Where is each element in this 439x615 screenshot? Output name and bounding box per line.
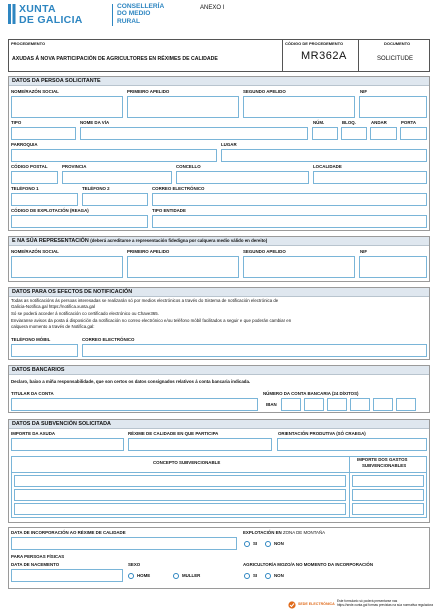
subsidy-concept-field-1[interactable] [14,475,346,487]
applicant-entity-type-label: TIPO ENTIDADE [152,208,186,213]
applicant-parish-label: PARROQUIA [11,142,38,147]
footer-note-line2-wrap [337,604,433,608]
applicant-name-label: NOME/RAZÓN SOCIAL [11,89,59,94]
mountain-zone-prefix: EXPLOTACIÓN EN [243,530,282,535]
young-farmer-yes-radio[interactable] [244,573,250,579]
notification-email-field[interactable] [82,344,427,357]
young-farmer-yes-label: SI [253,573,258,578]
bank-account-field-1[interactable] [304,398,324,411]
applicant-zip-label: CÓDIGO POSTAL [11,164,48,169]
applicant-zip-field[interactable] [11,171,58,184]
mountain-no-radio[interactable] [265,541,271,547]
applicant-reaga-label: CÓDIGO DE EXPLOTACIÓN (REAGA) [11,208,89,213]
footer-note-url[interactable]: https://sede.xunta.gal [337,602,368,607]
subsidy-table-header-divider [11,472,427,473]
applicant-phone1-label: TELÉFONO 1 [11,186,39,191]
bank-holder-label: TITULAR DA CONTA [11,391,54,396]
rep-nif-label: NIF [360,249,368,254]
applicant-street-field[interactable] [80,127,308,140]
sede-electronica-icon [288,601,296,609]
applicant-place-field[interactable] [221,149,427,162]
applicant-floor-field[interactable] [370,127,397,140]
subsidy-orientation-field[interactable] [277,438,427,451]
notification-para2: Só se poderá acceder á notificación co certificado electrónico ou Chave365. [11,311,159,316]
xunta-logo [8,4,108,34]
applicant-type-label: TIPO [11,120,22,125]
document-value: SOLICITUDE [377,56,414,62]
document-label: DOCUMENTO [384,41,411,46]
representative-title: E NA SÚA REPRESENTACIÓN [12,238,89,244]
logo-text-xunta: XUNTA [19,3,56,15]
sede-seal-text: SEDE ELECTRÓNICA [298,602,335,606]
applicant-floor-label: ANDAR [371,120,387,125]
applicant-surname2-field[interactable] [243,96,355,118]
applicant-block-label: BLOQ. [342,120,356,125]
procedure-divider-2 [358,39,359,72]
subsidy-regime-label: RÉXIME DE CALIDADE EN QUE PARTICIPA [128,431,219,436]
notification-para3-line1: Enviaranse avisos da posta á disposición da notificación no correo electrónico e/ou teléfono móbil facilitados a seguir e que poderán cambiar en [11,318,292,323]
applicant-council-label: CONCELLO [176,164,201,169]
bank-declaration: Declaro, baixo a miña responsabilidade, que son certos os datos consignados relativos á conta bancaria indicada. [11,379,251,384]
rep-surname1-field[interactable] [127,256,239,278]
mountain-yes-radio[interactable] [244,541,250,547]
applicant-nif-field[interactable] [359,96,427,118]
procedure-code-label: CÓDIGO DE PROCEDEMENTO [285,41,344,46]
procedure-label: PROCEDEMENTO [11,41,46,46]
young-farmer-label: AGRICULTOR/A MOZO/A NO MOMENTO DA INCORPORACIÓN [243,562,374,567]
applicant-section-title: DATOS DA PERSOA SOLICITANTE [12,78,101,84]
annex-label: ANEXO I [200,5,225,11]
bank-iban-label: IBAN [266,402,277,407]
applicant-type-field[interactable] [11,127,76,140]
applicant-province-label: PROVINCIA [62,164,87,169]
subsidy-amount-field[interactable] [11,438,124,451]
mountain-zone-label [243,531,325,535]
birth-date-label: DATA DE NACEMENTO [11,562,60,567]
notification-mobile-label: TELÉFONO MÓBIL [11,337,51,342]
subsidy-expenses-field-1[interactable] [352,475,424,487]
applicant-phone2-label: TELÉFONO 2 [82,186,110,191]
bank-account-field-4[interactable] [373,398,393,411]
rep-name-label: NOME/RAZÓN SOCIAL [11,249,59,254]
birth-date-field[interactable] [11,569,123,582]
rep-surname2-field[interactable] [243,256,355,278]
applicant-door-label: PORTA [401,120,417,125]
footer-note-line1: Este formulario só poderá presentarse nas [337,599,398,603]
logo-divider [112,4,113,26]
procedure-code-value: MR362A [301,50,347,62]
applicant-council-field[interactable] [176,171,309,184]
subsidy-regime-field[interactable] [128,438,272,451]
subsidy-expenses-header-line1: IMPORTE DOS GASTOS [357,457,408,462]
applicant-place-label: LUGAR [221,142,237,147]
applicant-block-field[interactable] [341,127,367,140]
bank-account-field-5[interactable] [396,398,416,411]
young-farmer-no-radio[interactable] [265,573,271,579]
sex-label: SEXO [128,562,141,567]
applicant-email-label: CORREO ELECTRÓNICO [152,186,205,191]
subsidy-amount-label: IMPORTE DA AXUDA [11,431,56,436]
mountain-yes-label: SI [253,541,258,546]
procedure-divider-1 [282,39,283,72]
rep-nif-field[interactable] [359,256,427,278]
applicant-parish-field[interactable] [11,149,217,162]
procedure-title: AXUDAS Á NOVA PARTICIPACIÓN DE AGRICULTORES EN RÉXIMES DE CALIDADE [12,56,218,62]
subsidy-concept-header: CONCEPTO SUBVENCIONABLE [153,460,221,465]
consellaria-name [117,3,164,25]
subsidy-expenses-field-3[interactable] [352,503,424,515]
bank-iban-field[interactable] [281,398,301,411]
bank-section-title: DATOS BANCARIOS [12,367,65,373]
young-farmer-no-label: NON [274,573,284,578]
notification-para1-line1: Todas as notificacións ás persoas interesadas se realizarán só por medios electrónicos a través do Sistema de notificación electrónica de [11,298,279,303]
consellaria-line-3: RURAL [117,17,141,25]
subsidy-concept-field-2[interactable] [14,489,346,501]
sex-male-radio[interactable] [128,573,134,579]
consellaria-line-2: DO MEDIO [117,10,151,18]
applicant-num-field[interactable] [312,127,338,140]
bank-account-field-3[interactable] [350,398,370,411]
applicant-nif-label: NIF [360,89,368,94]
galicia-flag-icon [8,4,16,24]
applicant-locality-label: LOCALIDADE [313,164,342,169]
notification-para1-line2: Galicia-Notifica.gal https://notifica.xunta.gal [11,304,95,309]
logo-text-galicia: DE GALICIA [19,14,83,26]
notification-mobile-field[interactable] [11,344,78,357]
applicant-reaga-field[interactable] [11,215,148,228]
mountain-zone-suffix: ZONA DE MONTAÑA [282,530,326,535]
notification-email-label: CORREO ELECTRÓNICO [82,337,135,342]
applicant-email-field[interactable] [152,193,427,206]
sex-female-label: MULLER [182,573,201,578]
notification-para3-line2: calquera momento a través de Notifica.gal: [11,324,95,329]
subsidy-concept-field-3[interactable] [14,503,346,515]
rep-name-field[interactable] [11,256,123,278]
bank-holder-field[interactable] [11,398,258,411]
subsidy-expenses-field-2[interactable] [352,489,424,501]
bank-account-field-2[interactable] [327,398,347,411]
rep-surname1-label: PRIMEIRO APELIDO [127,249,170,254]
applicant-name-field[interactable] [11,96,123,118]
mountain-no-label: NON [274,541,284,546]
applicant-locality-field[interactable] [313,171,427,184]
natural-persons-label: PARA PERSOAS FÍSICAS [11,554,65,559]
footer-note-line3: formas previstas na súa normativa reguladora [368,602,434,607]
bank-section-header [9,366,429,375]
notification-section-title: DATOS PARA OS EFECTOS DE NOTIFICACIÓN [12,289,133,295]
applicant-surname1-field[interactable] [127,96,239,118]
applicant-surname1-label: PRIMEIRO APELIDO [127,89,170,94]
rep-surname2-label: SEGUNDO APELIDO [243,249,286,254]
bank-account-label: NÚMERO DA CONTA BANCARIA (24 DÍXITOS) [263,391,359,396]
subsidy-expenses-header-line2: SUBVENCIONABLES [362,463,407,468]
incorporation-date-field[interactable] [11,537,237,550]
sex-male-label: HOME [137,573,151,578]
applicant-street-label: NOME DA VÍA [80,120,110,125]
consellaria-line-1: CONSELLERÍA [117,3,165,10]
applicant-num-label: NÚM. [313,120,325,125]
applicant-surname2-label: SEGUNDO APELIDO [243,89,286,94]
applicant-entity-type-field[interactable] [152,215,427,228]
applicant-province-field[interactable] [62,171,172,184]
incorporation-date-label: DATA DE INCORPORACIÓN AO RÉXIME DE CALIDADE [11,530,126,535]
sex-female-radio[interactable] [173,573,179,579]
applicant-door-field[interactable] [400,127,427,140]
representative-section-title [12,239,267,244]
representative-title-note: (deberá acreditarse a representación fidedigna por calquera medio válido en dereito) [90,238,268,243]
subsidy-table-column-divider [349,456,350,518]
subsidy-orientation-label: ORIENTACIÓN PRODUTIVA (SÓ CRAEGA) [278,431,366,436]
applicant-phone2-field[interactable] [82,193,148,206]
footer-note [337,600,433,608]
subsidy-section-title: DATOS DA SUBVENCIÓN SOLICITADA [12,421,111,427]
applicant-phone1-field[interactable] [11,193,78,206]
